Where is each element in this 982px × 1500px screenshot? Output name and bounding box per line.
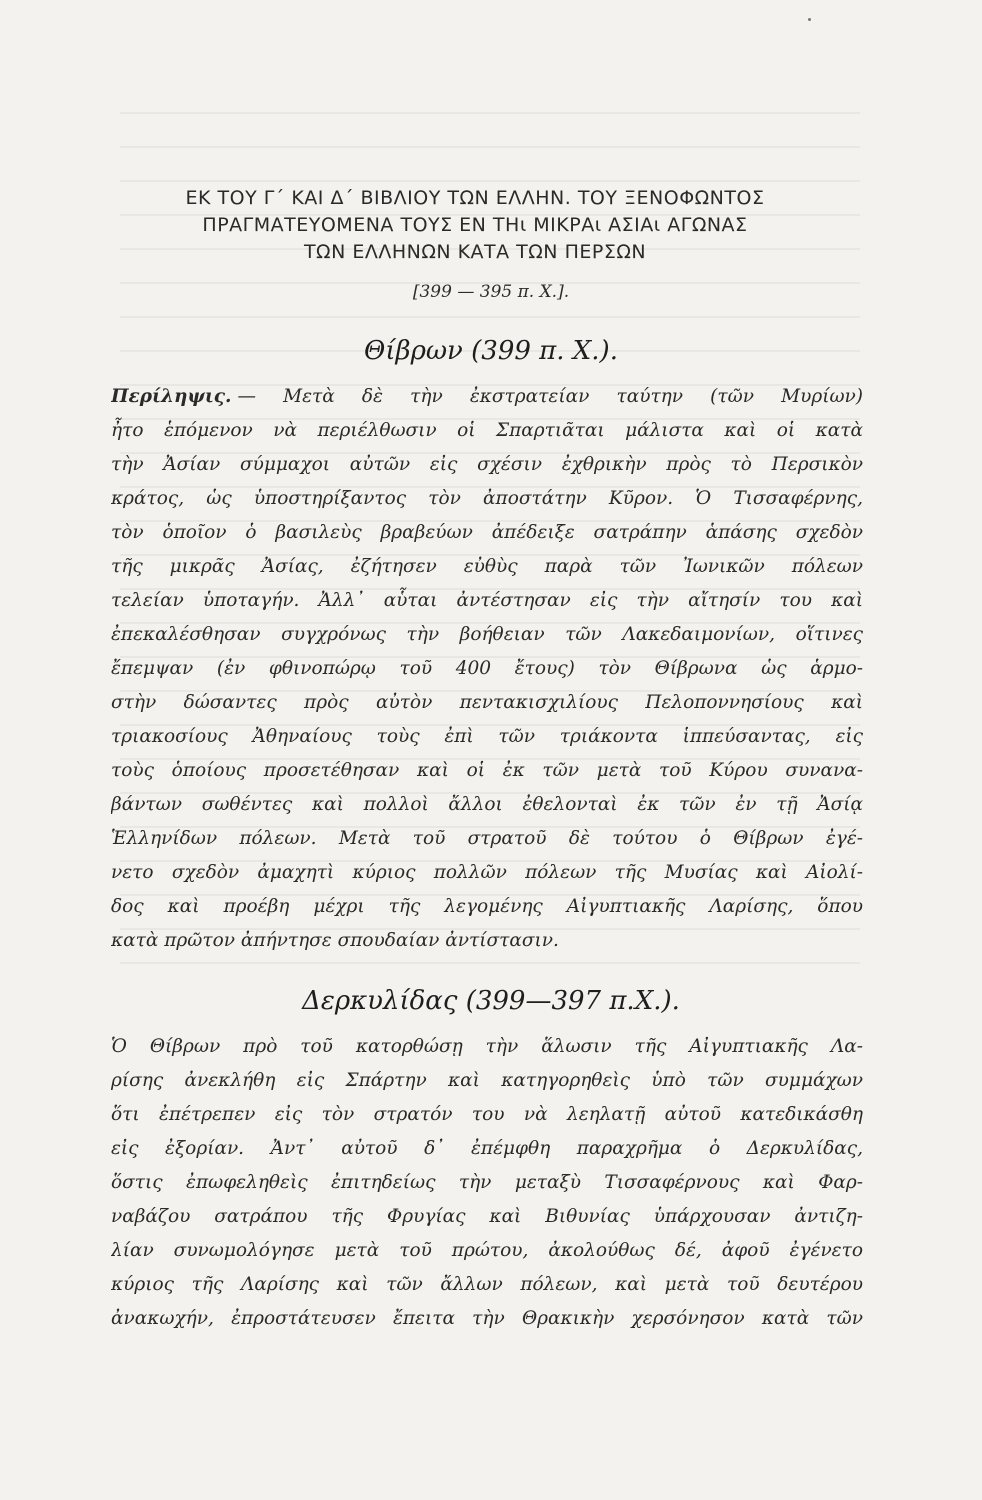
text-line: λίαν συνωμολόγησε μετὰ τοῦ πρώτου, ἀκολούθως δέ, ἀφοῦ ἐγένετο <box>111 1240 863 1261</box>
text-line: τὴν Ἀσίαν σύμμαχοι αὐτῶν εἰς σχέσιν ἐχθρικὴν πρὸς τὸ Περσικὸν <box>111 454 863 475</box>
section-title-thibron: Θίβρων (399 π. Χ.). <box>364 336 618 366</box>
paper-speck <box>808 18 811 21</box>
header-line-3: ΤΩΝ ΕΛΛΗΝΩΝ ΚΑΤΑ ΤΩΝ ΠΕΡΣΩΝ <box>303 240 647 263</box>
text-line: Ὁ Θίβρων πρὸ τοῦ κατορθώσῃ τὴν ἅλωσιν τῆς Αἰγυπτιακῆς Λα- <box>111 1036 863 1057</box>
text-line: ἐπεκαλέσθησαν συγχρόνως τὴν βοήθειαν τῶν Λακεδαιμονίων, οἵτινες <box>111 624 863 645</box>
text-line: ρίσης ἀνεκλήθη εἰς Σπάρτην καὶ κατηγορηθεὶς ὑπὸ τῶν συμμάχων <box>111 1070 863 1091</box>
text-line: κράτος, ὡς ὑποστηρίξαντος τὸν ἀποστάτην Κῦρον. Ὁ Τισσαφέρνης, <box>111 488 863 509</box>
text-line: τῆς μικρᾶς Ἀσίας, ἐζήτησεν εὐθὺς παρὰ τῶν Ἰωνικῶν πόλεων <box>111 556 863 577</box>
paragraph-dercylidas <box>111 1030 863 1336</box>
text-line: τοὺς ὁποίους προσετέθησαν καὶ οἱ ἐκ τῶν μετὰ τοῦ Κύρου συνανα- <box>111 760 863 781</box>
text-line: κατὰ πρῶτον ἀπήντησε σπουδαίαν ἀντίστασιν. <box>111 930 559 951</box>
text-line: ὅτι ἐπέτρεπεν εἰς τὸν στρατόν του νὰ λεηλατῇ αὐτοῦ κατεδικάσθη <box>111 1104 863 1125</box>
header-line-1: ΕΚ ΤΟΥ Γ΄ ΚΑΙ Δ΄ ΒΙΒΛΙΟΥ ΤΩΝ ΕΛΛΗΝ. ΤΟΥ ΞΕΝΟΦΩΝΤΟΣ <box>185 187 765 209</box>
text-line: ἦτο ἑπόμενον νὰ περιέλθωσιν οἱ Σπαρτιᾶται μάλιστα καὶ οἱ κατὰ <box>111 420 863 441</box>
section-title-dercylidas: Δερκυλίδας (399—397 π.Χ.). <box>302 986 680 1016</box>
text-line: Ἑλληνίδων πόλεων. Μετὰ τοῦ στρατοῦ δὲ τούτου ὁ Θίβρων ἐγέ- <box>111 828 863 849</box>
header-line-2: ΠΡΑΓΜΑΤΕΥΟΜΕΝΑ ΤΟΥΣ ΕΝ ΤΗι ΜΙΚΡΑι ΑΣΙΑι ΑΓΩΝΑΣ <box>202 213 748 236</box>
chapter-header <box>105 185 845 266</box>
text-line: κύριος τῆς Λαρίσης καὶ τῶν ἄλλων πόλεων, καὶ μετὰ τοῦ δευτέρου <box>111 1274 863 1295</box>
text-line: τὸν ὁποῖον ὁ βασιλεὺς βραβεύων ἀπέδειξε σατράπην ἁπάσης σχεδὸν <box>111 522 863 543</box>
text-line: Περίληψις. — Μετὰ δὲ τὴν ἐκστρατείαν ταύτην (τῶν Μυρίων) <box>111 386 863 407</box>
text-line: νετο σχεδὸν ἀμαχητὶ κύριος πολλῶν πόλεων τῆς Μυσίας καὶ Αἰολί- <box>111 862 863 883</box>
text-line: ναβάζου σατράπου τῆς Φρυγίας καὶ Βιθυνίας ὑπάρχουσαν ἀντιζη- <box>111 1206 863 1227</box>
text-line: βάντων σωθέντες καὶ πολλοὶ ἄλλοι ἐθελονταὶ ἐκ τῶν ἐν τῇ Ἀσίᾳ <box>111 794 863 815</box>
text-line: τελείαν ὑποταγήν. Ἀλλ᾽ αὗται ἀντέστησαν εἰς τὴν αἴτησίν του καὶ <box>111 590 863 611</box>
summary-label: Περίληψις. <box>111 386 232 407</box>
text-line: ἔπεμψαν (ἐν φθινοπώρῳ τοῦ 400 ἔτους) τὸν Θίβρωνα ὡς ἁρμο- <box>111 658 863 679</box>
text-line: στὴν δώσαντες πρὸς αὐτὸν πεντακισχιλίους Πελοποννησίους καὶ <box>111 692 863 713</box>
text-line: ἀνακωχήν, ἐπροστάτευσεν ἔπειτα τὴν Θρακικὴν χερσόνησον κατὰ τῶν <box>111 1308 863 1329</box>
text-line: δος καὶ προέβη μέχρι τῆς λεγομένης Αἰγυπτιακῆς Λαρίσης, ὅπου <box>111 896 863 917</box>
text-line: ὅστις ἐπωφεληθεὶς ἐπιτηδείως τὴν μεταξὺ Τισσαφέρνους καὶ Φαρ- <box>111 1172 863 1193</box>
date-range: [399 — 395 π. Χ.]. <box>412 282 570 302</box>
text-line: τριακοσίους Ἀθηναίους τοὺς ἐπὶ τῶν τριάκοντα ἱππεύσαντας, εἰς <box>111 726 863 747</box>
text-line: εἰς ἐξορίαν. Ἀντ᾽ αὐτοῦ δ᾽ ἐπέμφθη παραχρῆμα ὁ Δερκυλίδας, <box>111 1138 863 1159</box>
paragraph-thibron <box>111 380 863 958</box>
